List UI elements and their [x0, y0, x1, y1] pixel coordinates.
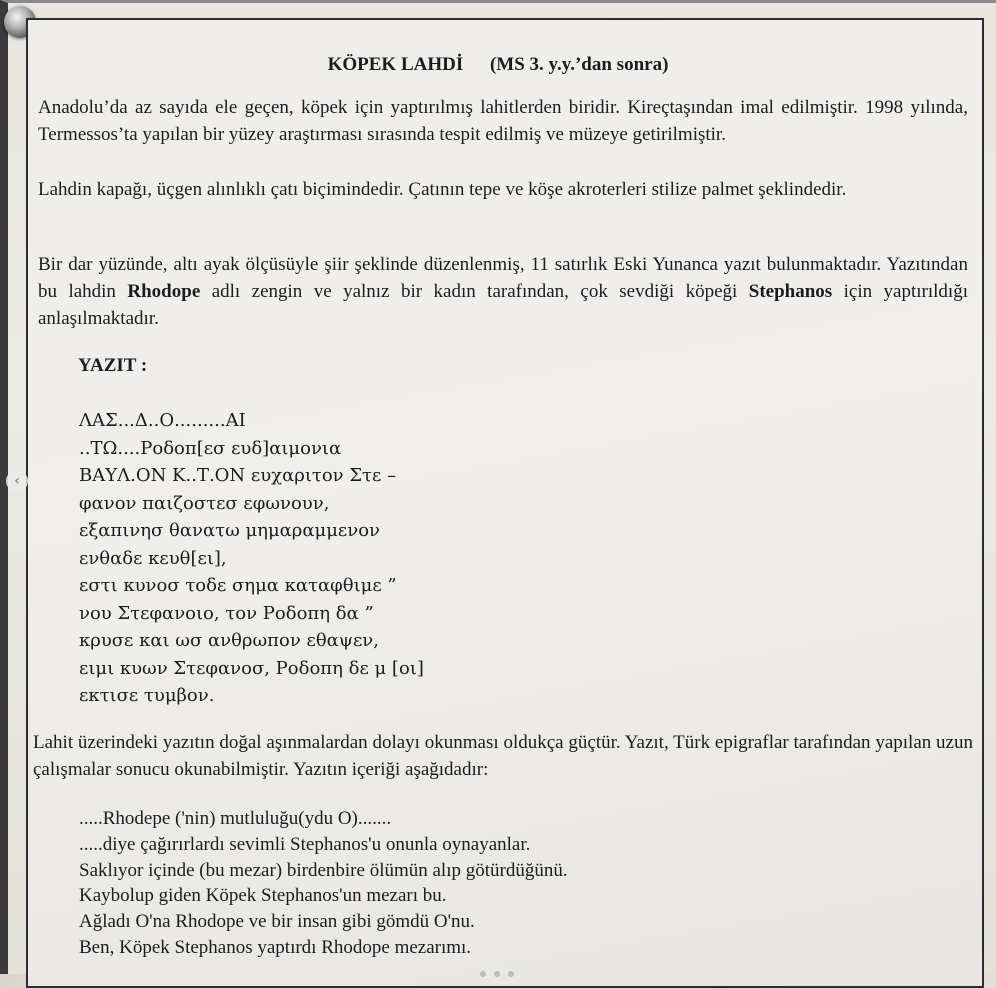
intro-paragraph-2: Lahdin kapağı, üçgen alınlıklı çatı biçimindedir. Çatının tepe ve köşe akroterleri stilize palmet şeklindedir.: [38, 179, 847, 200]
translation-line: Saklıyor içinde (bu mezar) birdenbire ölümün alıp götürdüğünü.: [79, 859, 568, 881]
carousel-dot[interactable]: [494, 971, 500, 977]
inscription-line: εστι κυνοσ τοδε σημα καταφθιμε ”: [79, 575, 397, 596]
inscription-line: ενθαδε κευθ[ει],: [79, 547, 227, 569]
translation-line: .....Rhodepe ('nin) mutluluğu(ydu O).......: [79, 808, 392, 829]
translation-line: .....diye çağırırlardı sevimli Stephanos'u onunla oynayanlar.: [79, 833, 531, 855]
page-title: [0, 54, 996, 76]
inscription-line: φανον παιζοστεσ εφωνουν,: [79, 492, 330, 514]
carousel-dot[interactable]: [508, 971, 514, 977]
p3-text-b: adlı zengin ve yalnız bir kadın tarafından, çok sevdiği köpeği: [200, 281, 749, 302]
p3-text-a: Bir dar yüzünde, altı ayak ölçüsüyle şiir şeklinde düzenlenmiş, 11 satırlık Eski Yunanca yazıt bulunmaktadır. Yazıtından bu lahdin: [38, 254, 968, 302]
title-date: (MS 3. y.y.’dan sonra): [489, 54, 669, 75]
name-stephanos: Stephanos: [748, 281, 833, 302]
inscription-label: YAZIT :: [78, 355, 148, 376]
inscription-translation: [79, 806, 568, 961]
title-text: KÖPEK LAHDİ: [327, 54, 464, 75]
inscription-line: ..ΤΩ....Ροδοπ[εσ ευδ]αιμονια: [79, 437, 342, 459]
inscription-greek-text: [79, 407, 424, 710]
translation-line: Kaybolup giden Köpek Stephanos'un mezarı bu.: [79, 885, 447, 907]
intro-paragraph-1: Anadolu’da az sayıda ele geçen, köpek için yaptırılmış lahitlerden biridir. Kireçtaşından imal edilmiştir. 1998 yılında, Termessos’ta yapılan bir yüzey araştırması sırasında tespit edilmiş ve müzeye getirilmiştir.: [38, 97, 968, 145]
translation-line: Ağladı O'na Rhodope ve bir insan gibi gömdü O'nu.: [79, 911, 475, 933]
name-rhodope: Rhodope: [127, 281, 201, 302]
inscription-line: εκτισε τυμβον.: [79, 685, 215, 706]
inscription-line: ΛΑΣ...Δ..Ο.........ΑΙ: [79, 410, 246, 431]
carousel-dot[interactable]: [480, 971, 486, 977]
carousel-indicator: [478, 964, 516, 982]
translation-line: Ben, Köpek Stephanos yaptırdı Rhodope mezarımı.: [79, 936, 472, 958]
inscription-line: νου Στεφανοιο, τον Ροδοπη δα ”: [79, 602, 374, 624]
inscription-line: εξαπινησ θανατω μημαραμμενον: [79, 520, 380, 541]
inscription-line: ειμι κυων Στεφανοσ, Ροδοπη δε μ [οι]: [79, 657, 424, 679]
chevron-left-icon[interactable]: ‹: [6, 470, 28, 492]
reading-note-paragraph: Lahit üzerindeki yazıtın doğal aşınmalardan dolayı okunması oldukça güçtür. Yazıt, Türk epigraflar tarafından yapılan uzun çalışmalar sonucu okunabilmiştir. Yazıtın içeriği aşağıdadır:: [33, 732, 973, 780]
intro-paragraph-3: [38, 251, 968, 332]
inscription-line: κρυσε και ωσ ανθρωπον εθαψεν,: [79, 630, 379, 651]
p3-text-c: için yaptırıldığı anlaşılmaktadır.: [38, 281, 968, 329]
inscription-line: ΒΑΥΛ.ΟΝ Κ..Τ.ΟΝ ευχαριτον Στε –: [79, 465, 397, 486]
